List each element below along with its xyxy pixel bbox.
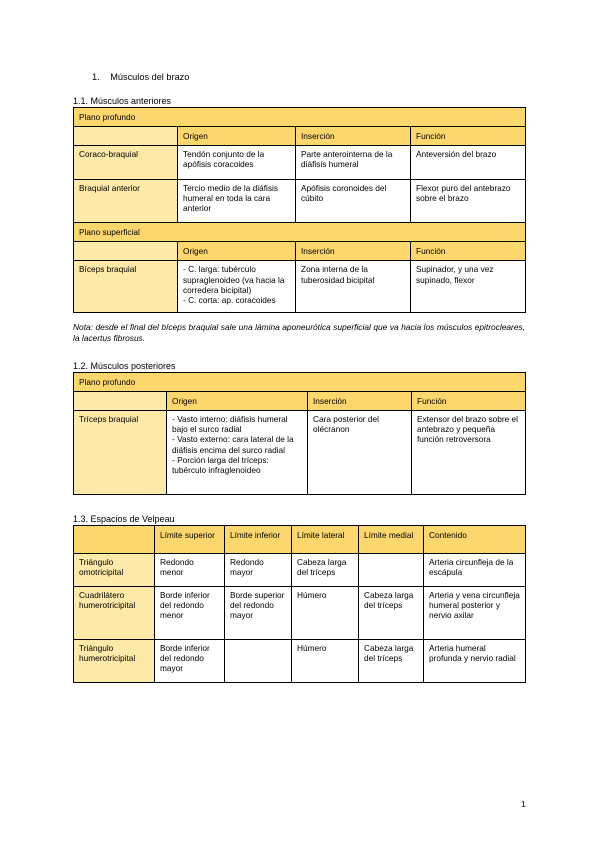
header-origen: Origen <box>167 392 308 411</box>
muscle-name: Tríceps braquial <box>74 411 167 495</box>
header-contenido: Contenido <box>424 526 526 554</box>
heading-title: Músculos del brazo <box>110 72 190 82</box>
insercion-cell: Parte anterointerna de la diáfisis humeral <box>296 146 411 180</box>
header-insercion: Inserción <box>296 127 411 146</box>
section-3-title: 1.3. Espacios de Velpeau <box>73 514 175 524</box>
table-cell: Cabeza larga del tríceps <box>292 554 359 587</box>
table-cell: Húmero <box>292 587 359 640</box>
header-funcion: Función <box>412 392 526 411</box>
header-limite-medial: Límite medial <box>359 526 424 554</box>
plano-superficial-label: Plano superficial <box>74 223 526 242</box>
muscle-name: Coraco-braquial <box>74 146 178 180</box>
table-row <box>74 261 526 313</box>
table-cell <box>225 640 292 683</box>
table-cell: Redondo menor <box>155 554 225 587</box>
table-cell: Cabeza larga del tríceps <box>359 640 424 683</box>
header-empty <box>74 127 178 146</box>
page-number: 1 <box>521 799 526 809</box>
funcion-cell: Anteversión del brazo <box>411 146 526 180</box>
insercion-cell: Apófisis coronoides del cúbito <box>296 180 411 223</box>
plano-profundo-label: Plano profundo <box>74 373 526 392</box>
muscle-name: Bíceps braquial <box>74 261 178 313</box>
posterior-muscles-table <box>73 372 526 495</box>
velpeau-spaces-table <box>73 525 526 683</box>
header-limite-superior: Límite superior <box>155 526 225 554</box>
table-header-row <box>74 242 526 261</box>
table-cell: Arteria humeral profunda y nervio radial <box>424 640 526 683</box>
plano-profundo-label: Plano profundo <box>74 108 526 127</box>
origen-line: - C. larga: tubérculo supraglenoideo (va hacia la corredera bicipital) <box>183 264 285 295</box>
header-insercion: Inserción <box>308 392 412 411</box>
heading-number: 1. <box>92 72 100 82</box>
header-origen: Origen <box>178 242 296 261</box>
origen-cell <box>178 146 296 180</box>
table-cell <box>359 554 424 587</box>
section-1-title: 1.1. Músculos anteriores <box>73 96 172 106</box>
muscle-name: Braquial anterior <box>74 180 178 223</box>
header-limite-lateral: Límite lateral <box>292 526 359 554</box>
origen-line: Tendón conjunto de la apófisis coracoides <box>183 149 265 170</box>
origen-line: - Vasto interno: diáfisis humeral bajo el surco radial <box>172 414 288 435</box>
table-header-row <box>74 526 526 554</box>
section-2-title: 1.2. Músculos posteriores <box>73 361 176 371</box>
funcion-cell: Flexor puro del antebrazo sobre el brazo <box>411 180 526 223</box>
origen-line: - C. corta: ap. coracoides <box>183 294 276 305</box>
table-row <box>74 411 526 495</box>
table-row <box>74 587 526 640</box>
table-cell: Cabeza larga del tríceps <box>359 587 424 640</box>
funcion-cell: Supinador, y una vez supinado, flexor <box>411 261 526 313</box>
origen-line: Tercio medio de la diáfisis humeral en toda la cara anterior <box>183 183 278 214</box>
table-cell: Borde superior del redondo mayor <box>225 587 292 640</box>
insercion-cell: Cara posterior del olécranon <box>308 411 412 495</box>
document-heading <box>92 72 189 83</box>
header-funcion: Función <box>411 127 526 146</box>
origen-line: - Vasto externo: cara lateral de la diáfisis encima del surco radial <box>172 434 294 455</box>
origen-cell <box>178 180 296 223</box>
funcion-cell: Extensor del brazo sobre el antebrazo y pequeña función retroversora <box>412 411 526 495</box>
table-header-row <box>74 392 526 411</box>
table-cell: Arteria circunfleja de la escápula <box>424 554 526 587</box>
space-name: Cuadrilátero humerotricipital <box>74 587 155 640</box>
anterior-muscles-table <box>73 107 526 313</box>
insercion-cell: Zona interna de la tuberosidad bicipital <box>296 261 411 313</box>
table-cell: Arteria y vena circunfleja humeral posterior y nervio axilar <box>424 587 526 640</box>
table-cell: Redondo mayor <box>225 554 292 587</box>
table-cell: Borde inferior del redondo mayor <box>155 640 225 683</box>
table-header-row <box>74 127 526 146</box>
table-cell: Borde inferior del redondo menor <box>155 587 225 640</box>
header-funcion: Función <box>411 242 526 261</box>
origen-cell <box>167 411 308 495</box>
header-origen: Origen <box>178 127 296 146</box>
header-empty <box>74 526 155 554</box>
plano-superficial-row <box>74 223 526 242</box>
space-name: Triángulo omotricipital <box>74 554 155 587</box>
origen-cell <box>178 261 296 313</box>
table-row <box>74 554 526 587</box>
header-limite-inferior: Límite inferior <box>225 526 292 554</box>
table-row <box>74 180 526 223</box>
header-empty <box>74 392 167 411</box>
plano-profundo-row <box>74 373 526 392</box>
origen-line: - Porción larga del tríceps: tubérculo infraglenoideo <box>172 454 269 475</box>
note-paragraph: Nota: desde el final del bíceps braquial sale una lámina aponeurótica superficial que va hacia los músculos epitrocleares, la lacertus fibrosus. <box>73 322 525 343</box>
table-row <box>74 640 526 683</box>
space-name: Triángulo humerotricipital <box>74 640 155 683</box>
header-empty <box>74 242 178 261</box>
plano-profundo-row <box>74 108 526 127</box>
table-cell: Húmero <box>292 640 359 683</box>
table-row <box>74 146 526 180</box>
header-insercion: Inserción <box>296 242 411 261</box>
